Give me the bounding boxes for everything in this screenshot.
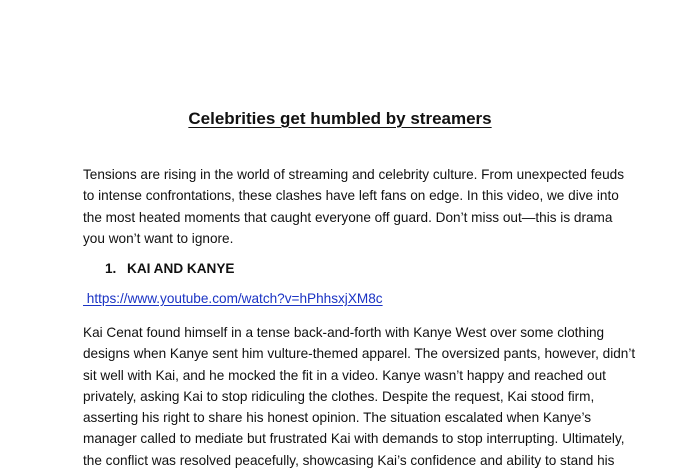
section-number: 1. [105,261,117,276]
intro-paragraph [83,164,625,249]
body-line: privately, asking Kai to stop ridiculing the clothes. Despite the request, Kai stood firm, [83,388,595,404]
body-line: Kai Cenat found himself in a tense back-and-forth with Kanye West over some clothing [83,325,605,340]
intro-line: you won’t want to ignore. [83,230,234,246]
body-line: the conflict was resolved peacefully, showcasing Kai’s confidence and ability to stand his [83,452,615,468]
section-heading [105,259,235,279]
section-title: KAI AND KANYE [127,261,235,276]
youtube-link[interactable]: https://www.youtube.com/watch?v=hPhhsxjXM8c [83,291,383,306]
intro-line: the most heated moments that caught everyone off guard. Don’t miss out—this is drama [83,209,613,225]
body-line: designs when Kanye sent him vulture-themed apparel. The oversized pants, however, didn’t [83,346,636,362]
body-line: asserting his right to share his honest opinion. The situation escalated when Kanye’s [83,410,592,426]
body-line: sit well with Kai, and he mocked the fit in a video. Kanye wasn’t happy and reached out [83,367,606,383]
section-body-paragraph [83,322,636,471]
intro-line: Tensions are rising in the world of streaming and celebrity culture. From unexpected feuds [83,167,625,182]
document-title: Celebrities get humbled by streamers [188,109,492,128]
body-line: manager called to mediate but frustrated Kai with demands to stop interrupting. Ultimately, [83,431,625,447]
intro-line: to intense confrontations, these clashes have left fans on edge. In this video, we dive into [83,188,619,204]
